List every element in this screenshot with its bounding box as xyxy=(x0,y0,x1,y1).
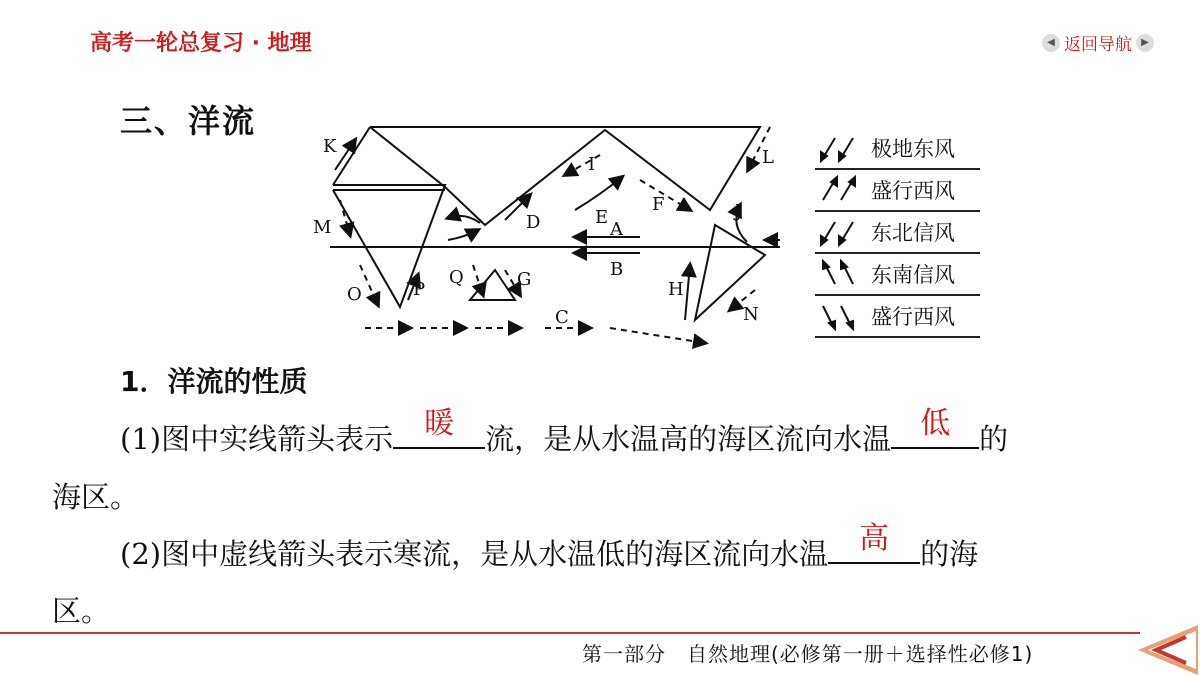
diagram-label: C xyxy=(555,307,569,328)
legend-row xyxy=(815,254,980,296)
diagram-label: O xyxy=(347,284,362,305)
diagram-label: A xyxy=(610,219,623,240)
arrow-left-icon[interactable]: ◀ xyxy=(1042,34,1060,52)
diagram-label: G xyxy=(517,269,532,290)
legend-row xyxy=(815,128,980,170)
back-navigation-button[interactable] xyxy=(1042,30,1154,55)
arrow-down-right-icon xyxy=(815,301,865,331)
legend-label: 盛行西风 xyxy=(871,305,955,329)
nav-label[interactable]: 返回导航 xyxy=(1064,35,1132,55)
subheading: 1．洋流的性质 xyxy=(120,365,308,398)
footer-divider xyxy=(0,632,1140,634)
paragraph-text: (1)图中实线箭头表示 xyxy=(120,422,394,456)
diagram-label: P xyxy=(413,279,426,300)
answer-blank xyxy=(828,521,920,564)
diagram-label: D xyxy=(526,212,541,233)
diagram-label: Q xyxy=(449,267,464,288)
paragraph-1 xyxy=(120,406,1009,468)
paragraph-2-cont: 区。 xyxy=(52,594,111,628)
paragraph-text: (2)图中虚线箭头表示寒流，是从水温低的海区流向水温 xyxy=(120,537,829,571)
answer-blank xyxy=(393,406,485,449)
diagram-label: L xyxy=(762,147,774,168)
back-arrow-icon[interactable] xyxy=(1138,625,1198,675)
diagram-label: J xyxy=(735,201,743,222)
legend-label: 东南信风 xyxy=(871,263,955,287)
answer-text: 暖 xyxy=(424,406,455,441)
arrow-down-left-icon xyxy=(815,133,865,163)
diagram-label: M xyxy=(313,217,332,238)
footer-text: 第一部分 自然地理(必修第一册＋选择性必修1) xyxy=(582,642,1034,666)
legend-label: 东北信风 xyxy=(871,221,955,245)
header-title: 高考一轮总复习 · 地理 xyxy=(90,31,312,56)
diagram-label: F xyxy=(652,194,665,215)
section-title: 三、洋流 xyxy=(120,102,257,140)
ocean-current-diagram xyxy=(300,115,790,350)
legend-row xyxy=(815,212,980,254)
diagram-label: E xyxy=(595,207,609,228)
arrow-down-left-icon xyxy=(815,217,865,247)
answer-text: 高 xyxy=(859,521,890,556)
paragraph-text: 的 xyxy=(979,422,1009,456)
paragraph-2 xyxy=(120,521,979,583)
legend-label: 极地东风 xyxy=(871,137,955,161)
diagram-label: H xyxy=(668,279,684,300)
paragraph-text: 流，是从水温高的海区流向水温 xyxy=(485,422,892,456)
legend-label: 盛行西风 xyxy=(871,179,955,203)
legend-row xyxy=(815,170,980,212)
diagram-label: I xyxy=(588,154,596,175)
arrow-right-icon[interactable]: ▶ xyxy=(1136,34,1154,52)
arrow-up-right-icon xyxy=(815,175,865,205)
wind-legend xyxy=(815,128,980,338)
answer-blank xyxy=(891,406,979,449)
diagram-label: N xyxy=(743,304,759,325)
answer-text: 低 xyxy=(920,406,951,441)
paragraph-text: 的海 xyxy=(920,537,979,571)
arrow-up-left-icon xyxy=(815,259,865,289)
legend-row xyxy=(815,296,980,338)
diagram-label: B xyxy=(610,259,624,280)
diagram-label: K xyxy=(323,136,337,157)
paragraph-1-cont: 海区。 xyxy=(52,480,140,514)
